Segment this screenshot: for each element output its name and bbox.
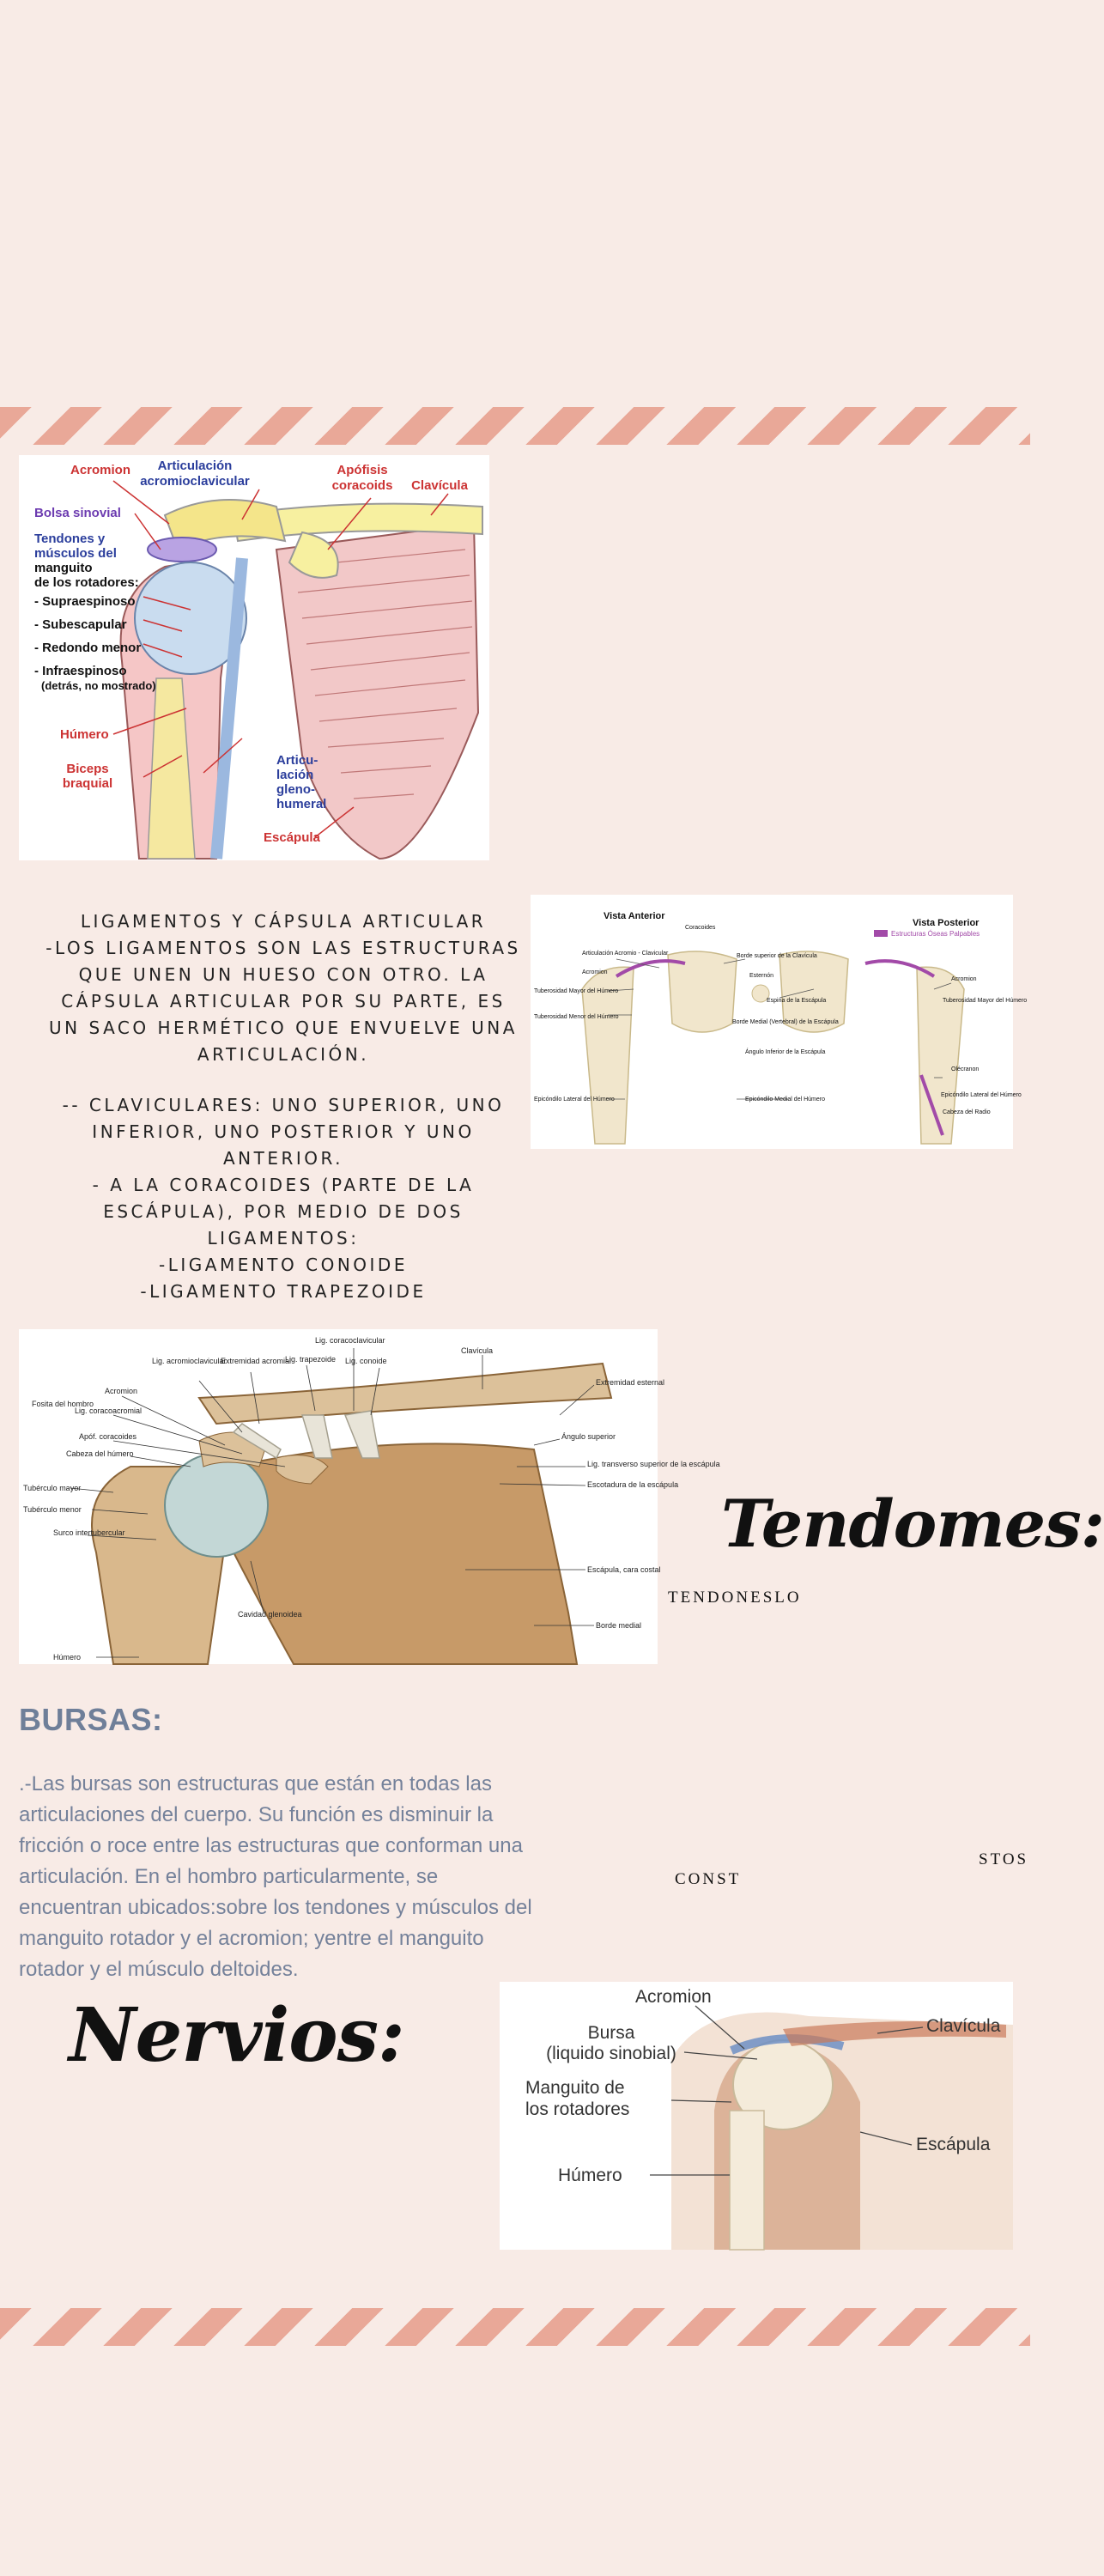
ligaments-coracoides: - A LA CORACOIDES (PARTE DE LA ESCÁPULA), POR MEDIO DE DOS LIGAMENTOS:	[92, 1175, 475, 1249]
label-epicondilo-lat-post: Epicóndilo Lateral del Húmero	[941, 1092, 1022, 1098]
label-gleno-3: gleno-	[276, 782, 315, 797]
label-cavidad-glenoidea: Cavidad glenoidea	[238, 1610, 302, 1619]
bursa-shoulder-diagram	[500, 1982, 1013, 2250]
label-espina-escapula: Espina de la Escápula	[767, 998, 827, 1004]
label-cabeza-humero: Cabeza del húmero	[66, 1449, 134, 1458]
label-fosita: Fosita del hombro	[32, 1400, 94, 1408]
label-humero: Húmero	[60, 727, 109, 742]
label-angulo-superior: Ángulo superior	[561, 1432, 616, 1441]
label-cabeza-radio: Cabeza del Radio	[943, 1109, 991, 1115]
label-bursa-2: (liquido sinobial)	[546, 2044, 676, 2063]
label-tuberculo-menor: Tubérculo menor	[23, 1505, 82, 1514]
ligaments-title: LIGAMENTOS Y CÁPSULA ARTICULAR	[80, 911, 487, 932]
label-tendones-3: manguito	[34, 561, 93, 575]
ligaments-text-block	[43, 908, 524, 1305]
label-escapula-d4: Escápula	[916, 2135, 991, 2154]
ligaments-trapezoide: -LIGAMENTO TRAPEZOIDE	[140, 1281, 427, 1302]
shoulder-anatomy-diagram	[19, 455, 489, 860]
label-art-ac: Articulación Acromio - Clavicular	[582, 951, 669, 957]
label-acromion: Acromion	[70, 463, 131, 477]
bursas-heading: BURSAS:	[19, 1702, 163, 1737]
shoulder-ligaments-diagram	[19, 1329, 720, 1664]
nervios-title: Nervios:	[69, 1992, 404, 2079]
label-acromion-post: Acromion	[951, 976, 977, 982]
label-manguito-1: Manguito de	[525, 2078, 625, 2098]
label-lig-ac: Lig. acromioclavicular	[152, 1357, 227, 1365]
label-gleno-4: humeral	[276, 797, 327, 811]
label-lig-conoide: Lig. conoide	[345, 1357, 387, 1365]
label-gleno-1: Articu-	[276, 753, 318, 768]
palpable-structures-diagram	[531, 895, 1028, 1149]
label-lig-trapezoide: Lig. trapezoide	[285, 1355, 337, 1364]
label-extremidad-esternal: Extremidad esternal	[596, 1378, 665, 1387]
label-vista-anterior: Vista Anterior	[604, 911, 665, 921]
ligaments-claviculares: -- CLAVICULARES: UNO SUPERIOR, UNO INFERIOR, UNO POSTERIOR Y UNO ANTERIOR.	[62, 1095, 505, 1169]
label-tendones-1: Tendones y	[34, 532, 106, 546]
label-articulacion-ac-1: Articulación	[157, 459, 233, 473]
label-legend: Estructuras Óseas Palpables	[891, 930, 980, 938]
label-gleno-2: lación	[276, 768, 314, 782]
label-clavicula-d4: Clavícula	[926, 2016, 1001, 2036]
label-subescapular: - Subescapular	[34, 617, 127, 632]
label-acromion-ant: Acromion	[582, 969, 608, 975]
label-coracoides: Coracoides	[685, 925, 716, 931]
label-borde-medial-d3: Borde medial	[596, 1621, 642, 1630]
label-lig-coracoclavicular: Lig. coracoclavicular	[315, 1336, 385, 1345]
label-manguito-2: los rotadores	[525, 2099, 630, 2119]
label-tub-mayor-post: Tuberosidad Mayor del Húmero	[943, 998, 1028, 1004]
label-tub-menor: Tuberosidad Menor del Húmero	[534, 1014, 619, 1020]
text-fragment-stos: STOS	[979, 1850, 1029, 1868]
label-apofisis-1: Apófisis	[337, 463, 388, 477]
label-escotadura: Escotadura de la escápula	[587, 1480, 679, 1489]
decorative-stripe-top	[0, 407, 1030, 445]
label-tendones-4: de los rotadores:	[34, 575, 139, 590]
label-bolsa-sinovial: Bolsa sinovial	[34, 506, 121, 520]
label-epicondilo-lat-ant: Epicóndilo Lateral del Húmero	[534, 1097, 615, 1103]
label-supraespinoso: - Supraespinoso	[34, 594, 136, 609]
label-bursa-1: Bursa	[587, 2023, 635, 2043]
label-apofisis-2: coracoids	[331, 478, 393, 493]
label-lig-coracoacromial: Lig. coracoacromial	[75, 1406, 143, 1415]
text-fragment-const: CONST	[675, 1870, 742, 1888]
label-escapula: Escápula	[264, 830, 320, 845]
label-borde-clavicula: Borde superior de la Clavícula	[737, 953, 817, 959]
label-olecranon: Olécranon	[951, 1066, 980, 1072]
label-escapula-cara: Escápula, cara costal	[587, 1565, 661, 1574]
label-clavicula-d3: Clavícula	[461, 1346, 494, 1355]
label-biceps-2: braquial	[62, 776, 113, 791]
label-extremidad-acromial: Extremidad acromial	[221, 1357, 292, 1365]
bursas-description: .-Las bursas son estructuras que están en todas las articulaciones del cuerpo. Su función es disminuir la fricción o roce entre las estructuras que conforman una articulación. En el hombro particularmente, se encuentran ubicados:sobre los tendones y músculos del manguito rotador y el acromion; yentre el manguito rotador y el músculo deltoides.	[19, 1772, 532, 1981]
label-acromion-d3: Acromion	[105, 1387, 138, 1395]
ligaments-conoide: -LIGAMENTO CONOIDE	[159, 1255, 408, 1275]
label-vista-posterior: Vista Posterior	[913, 918, 980, 928]
label-biceps-1: Biceps	[66, 762, 109, 776]
label-surco: Surco intertubercular	[53, 1528, 125, 1537]
label-infraespinoso-1: - Infraespinoso	[34, 664, 127, 678]
label-angulo-inferior: Ángulo Inferior de la Escápula	[745, 1049, 826, 1055]
label-infraespinoso-2: (detrás, no mostrado)	[41, 679, 156, 692]
label-apof-coracoides: Apóf. coracoides	[79, 1432, 137, 1441]
label-tuberculo-mayor: Tubérculo mayor	[23, 1484, 82, 1492]
tendones-title: Tendomes:	[721, 1485, 1104, 1562]
label-redondo-menor: - Redondo menor	[34, 641, 142, 655]
tendones-fragment: TENDONESLO	[668, 1589, 802, 1607]
label-tendones-2: músculos del	[34, 546, 117, 561]
decorative-stripe-bottom	[0, 2308, 1030, 2346]
label-esternon: Esternón	[749, 973, 774, 979]
label-borde-medial: Borde Medial (Vertebral) de la Escápula	[732, 1019, 839, 1025]
ligaments-intro: -LOS LIGAMENTOS SON LAS ESTRUCTURAS QUE UNEN UN HUESO CON OTRO. LA CÁPSULA ARTICULAR POR SU PARTE, ES UN SACO HERMÉTICO QUE ENVUELVE UNA ARTICULACIÓN.	[45, 938, 521, 1065]
label-articulacion-ac-2: acromioclavicular	[140, 474, 250, 489]
label-clavicula: Clavícula	[411, 478, 468, 493]
label-lig-transverso: Lig. transverso superior de la escápula	[587, 1460, 720, 1468]
label-humero-d4: Húmero	[558, 2166, 622, 2185]
label-tub-mayor-ant: Tuberosidad Mayor del Húmero	[534, 988, 619, 994]
label-acromion-d4: Acromion	[635, 1987, 712, 2007]
label-epicondilo-medial: Epicóndilo Medial del Húmero	[745, 1097, 825, 1103]
label-humero-d3: Húmero	[53, 1653, 82, 1662]
